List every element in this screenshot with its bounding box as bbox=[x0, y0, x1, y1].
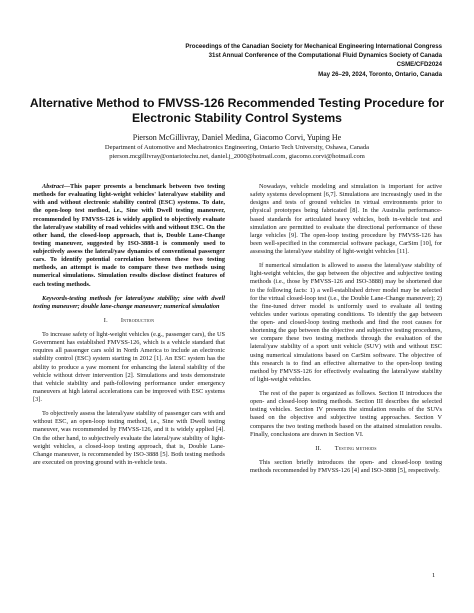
conference-line-2: 31st Annual Conference of the Computational Fluid Dynamics Society of Canada bbox=[208, 52, 442, 60]
page-number: 1 bbox=[432, 572, 436, 579]
affiliation-department: Department of Automotive and Mechatronics Engineering, Ontario Tech University, Oshawa, Canada bbox=[104, 144, 370, 151]
intro-paragraph-2: To objectively assess the lateral/yaw stability of passenger cars with and without ESC, an open-loop testing method, i.e., Sine with Dwell testing maneuver, was recommended by FMVSS-126, and it is widely applied [4]. On the other hand, to subjectively evaluate the lateral/yaw stability of light-weight vehicles, a closed-loop testing approach, that is, Double Lane-Change maneuver, is recommended by ISO-3888 [5]. Both testing methods are executed on proving ground with in-vehicle tests. bbox=[33, 410, 225, 466]
keywords: Keywords-testing methods for lateral/yaw stability; sine with dwell testing maneuver; double lane-change maneuver; numerical simulation bbox=[33, 294, 225, 310]
affiliation bbox=[24, 144, 450, 161]
section-heading-testing-methods: II. Testing methods bbox=[315, 444, 377, 452]
right-column bbox=[250, 183, 442, 481]
abstract-label: Abstract bbox=[42, 183, 64, 190]
title-line-1: Alternative Method to FMVSS-126 Recommended Testing Procedure for bbox=[29, 96, 445, 110]
intro-paragraph-3: Nowadays, vehicle modeling and simulation is important for active safety systems development [6,7]. Simulations are increasingly used in the designs and tests of ground vehicles in virtual environments prior to physical prototypes being fabricated [8]. In the Australia performance-based standards for articulated heavy vehicles, both in-vehicle test and simulation are permitted to evaluate the directional performance of these large vehicles [9]. The open-loop testing procedure by FMVSS-126 has been well-specified in the commercial software package, CarSim [10], for assessing the lateral/yaw stability of light-weight vehicles [11]. bbox=[250, 183, 442, 255]
conference-line-4: May 26–29, 2024, Toronto, Ontario, Canada bbox=[318, 70, 442, 78]
paper-title bbox=[24, 96, 450, 126]
conference-header bbox=[62, 42, 442, 79]
affiliation-emails: pierson.mcgillivray@ontariotechu.net, daniel.j_2000@hotmail.com, giacomo.corvi@hotmail.com bbox=[109, 152, 365, 160]
section-heading-introduction: I. Introduction bbox=[103, 316, 155, 324]
conference-line-3: CSME/CFD2024 bbox=[396, 61, 442, 69]
left-column bbox=[33, 183, 225, 473]
intro-paragraph-5: The rest of the paper is organized as follows. Section II introduces the open- and closed-loop testing methods. Section III describes the selected testing vehicles. Section IV presents the simulation results of the SUVs based on the objective and subjective testing approaches. Section V compares the two testing methods based on the attained simulation results. Finally, conclusions are drawn in Section VI. bbox=[250, 390, 442, 438]
abstract bbox=[33, 183, 225, 289]
conference-line-1: Proceedings of the Canadian Society for Mechanical Engineering International Congress bbox=[185, 43, 442, 50]
testing-methods-paragraph: This section briefly introduces the open- and closed-loop testing methods recommended by FMVSS-126 [4] and ISO-3888 [5], respectively. bbox=[250, 458, 442, 474]
intro-paragraph-1: To increase safety of light-weight vehicles (e.g., passenger cars), the US Government has established FMVSS-126, which is a vehicle standard that requires all passenger cars sold in North America to include an electronic stability control (ESC) system starting in 2012 [1]. An ESC system has the ability to produce a yaw moment for enhancing the lateral stability of the vehicle without driver intervention [2]. Simulations and tests demonstrate that vehicle stability and path-following performance under emergency maneuvers at high lateral accelerations can be improved with ESC systems [3]. bbox=[33, 331, 225, 403]
title-line-2: Electronic Stability Control Systems bbox=[132, 111, 342, 125]
intro-paragraph-4: If numerical simulation is allowed to assess the lateral/yaw stability of light-weight vehicles, the gap between the objective and subjective testing methods (i.e., those by FMVSS-126 and ISO-3888) may be shortened due to the following facts: 1) a well-established driver model may be selected for the virtual closed-loop test (i.e., the Double Lane-Change maneuver); 2) the fine-tuned driver model is uniformly used to evaluate all testing vehicles under various operating conditions. To identify the gap between the open- and closed-loop testing methods and find the root causes for shortening the gap between the objective and subjective testing procedures, we compare these two testing methods through the evaluation of the lateral/yaw stability of a sport unit vehicle (SUV) with and without ESC using numerical simulations based on CarSim software. The objective of this research is to find an effective alternative to the open-loop testing method by FMVSS-126 for effectively evaluating the lateral/yaw stability of light-weight vehicles. bbox=[250, 262, 442, 383]
author-list: Pierson McGillivray, Daniel Medina, Giacomo Corvi, Yuping He bbox=[132, 133, 342, 142]
abstract-text: —This paper presents a benchmark between two testing methods for evaluating light-weight vehicles' lateral/yaw stability and with and without electronic stability control (ESC) systems. To date, the open-loop test method, i.e., Sine with Dwell testing maneuver, recommended by FMVSS-126 is widely applied to objectively evaluate the lateral/yaw stability of road vehicles with and without ESC. On the other hand, the closed-loop approach, that is, Double Lane-Change testing maneuver, suggested by ISO-3888-1 is commonly used to subjectively assess the lateral/yaw dynamics of conventional passenger cars. To identify potential correlation between these two testing methods, an attempt is made to compare these two methods using numerical simulations. Simulation results disclose distinct features of each testing methods. bbox=[33, 183, 225, 288]
